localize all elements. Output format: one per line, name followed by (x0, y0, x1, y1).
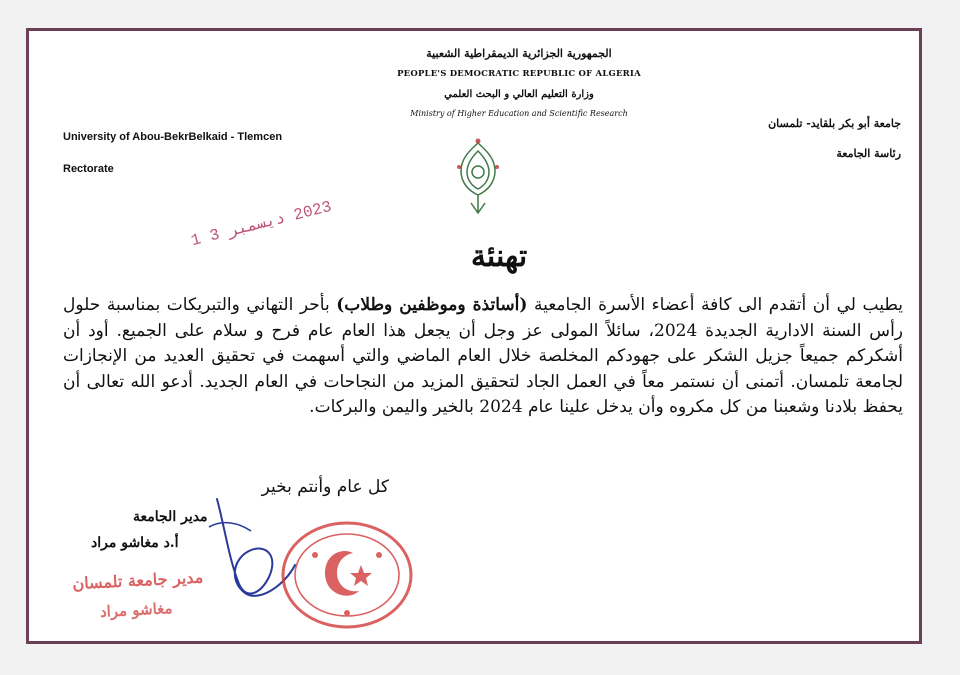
university-logo-icon (447, 137, 509, 219)
rectorate-ar: رئاسة الجامعة (836, 147, 901, 160)
name-stamp-line2: مغاشو مراد (99, 599, 173, 621)
letter-paragraph (63, 293, 903, 421)
closing-greeting: كل عام وأنتم بخير (261, 477, 389, 497)
date-stamp: 2023 ديسمبر 3 1 (189, 197, 334, 251)
body-text-bold: (أساتذة وموظفين وطلاب) (336, 295, 528, 315)
body-text-part1: يطيب لي أن أتقدم الى كافة أعضاء الأسرة الجامعية (527, 295, 903, 315)
university-name-en: University of Abou-BekrBelkaid - Tlemcen (63, 131, 283, 143)
letter-title: تهنئة (470, 239, 528, 274)
ministry-name-en: Ministry of Higher Education and Scientific Research (410, 109, 628, 118)
signatory-name: أ.د مغاشو مراد (91, 535, 179, 551)
country-name-ar: الجمهورية الجزائرية الديمقراطية الشعبية (426, 47, 612, 60)
name-stamp-line1: مدير جامعة تلمسان (71, 567, 204, 594)
body-text-part2: بأحر التهاني والتبريكات بمناسبة حلول رأس السنة الادارية الجديدة 2024، سائلاً المولى عز وجل أن يجعل هذا العام عام فرح و سلام على الجميع. أود أن أشكركم جميعاً جزيل الشكر على جهودكم المخلصة خلال العام الماضي والتي أسهمت في تحقيق العديد من الإنجازات لجامعة تلمسان. أتمنى أن نستمر معاً في العمل الجاد لتحقيق المزيد من النجاحات في العام الجديد. أدعو الله تعالى أن يحفظ بلادنا وشعبنا من كل مكروه وأن يدخل علينا عام 2024 بالخير واليمن والبركات. (63, 295, 903, 418)
letter-body (63, 293, 903, 421)
ministry-name-ar: وزارة التعليم العالي و البحث العلمي (444, 89, 594, 100)
signatory-title: مدير الجامعة (133, 509, 208, 525)
rectorate-en: Rectorate (63, 163, 114, 175)
letter-page (26, 28, 922, 644)
university-name-ar: جامعة أبو بكر بلقايد- تلمسان (768, 117, 901, 130)
official-seal-icon (275, 515, 419, 633)
country-name-en: PEOPLE'S DEMOCRATIC REPUBLIC OF ALGERIA (397, 69, 641, 79)
